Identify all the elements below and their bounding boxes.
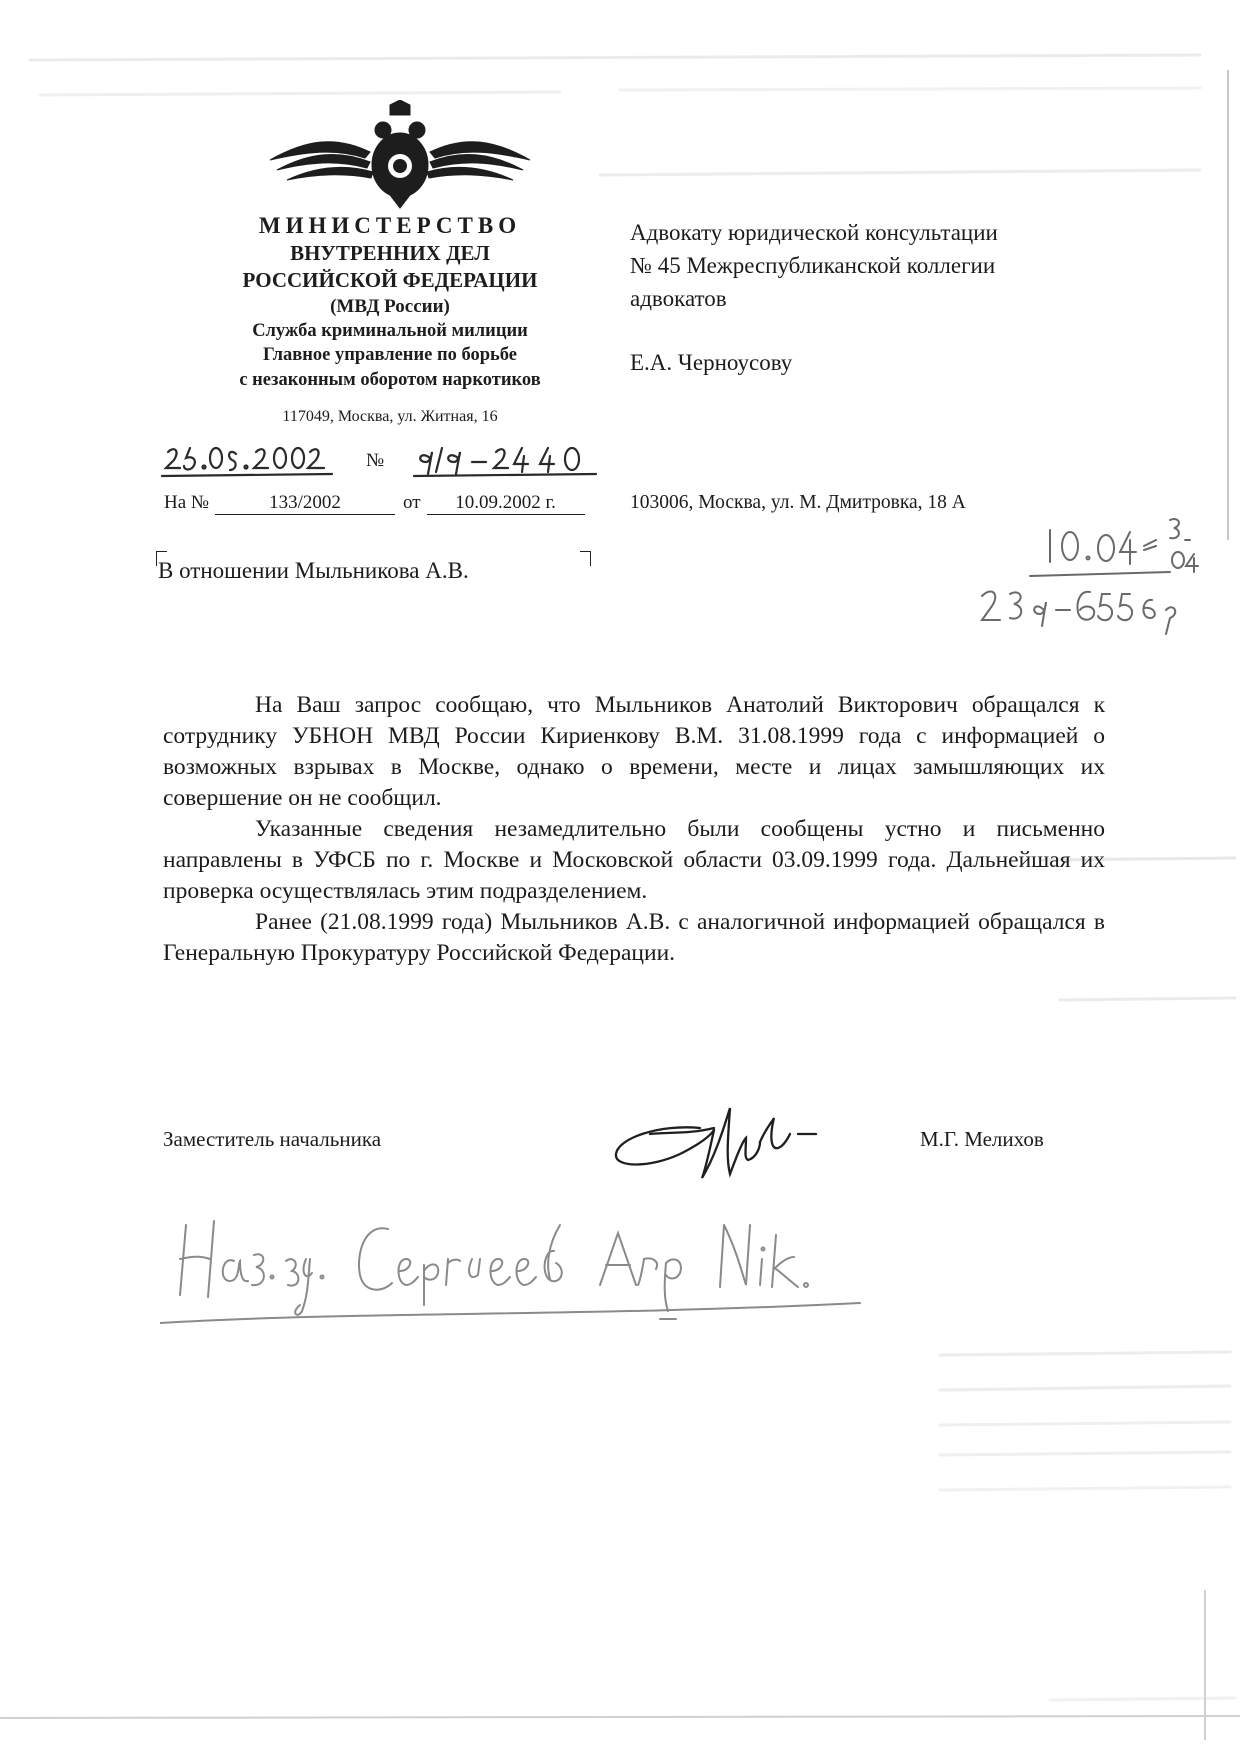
reference-date: 10.09.2002 г.	[427, 492, 585, 515]
handwritten-registration-note	[970, 510, 1210, 680]
signatory-name: М.Г. Мелихов	[920, 1127, 1044, 1151]
body-paragraph-1: На Ваш запрос сообщаю, что Мыльников Анатолий Викторович обращался к сотруднику УБНОН МВД России Кириенкову В.М. 31.08.1999 года с информацией о возможных взрывах в Москве, однако о времени, месте и лицах замышляющих их совершение он не сообщил.	[163, 692, 1105, 811]
recipient-line1: Адвокату юридической консультации	[630, 220, 998, 245]
ministry-country: РОССИЙСКОЙ ФЕДЕРАЦИИ	[242, 268, 538, 292]
recipient-name: Е.А. Черноусову	[630, 350, 793, 375]
subject-corner-right	[580, 551, 591, 566]
department-name-line2: с незаконным оборотом наркотиков	[239, 370, 541, 390]
recipient-line3: адвокатов	[630, 286, 727, 311]
ministry-abbreviation: (МВД России)	[330, 296, 450, 317]
reference-from-label: от	[403, 492, 421, 513]
handwritten-outgoing-number	[410, 440, 600, 482]
subject-line: В отношении Мыльникова А.В.	[158, 558, 469, 583]
service-name: Служба криминальной милиции	[252, 321, 528, 341]
handwritten-pencil-note	[160, 1215, 920, 1335]
recipient-address: 103006, Москва, ул. М. Дмитровка, 18 А	[630, 492, 966, 513]
body-paragraph-2: Указанные сведения незамедлительно были сообщены устно и письменно направлены в УФСБ по г. Москве и Московской области 03.09.1999 года. Дальнейшая их проверка осуществлялась этим подразделением.	[163, 816, 1105, 904]
ministry-title: МИНИСТЕРСТВО	[258, 213, 522, 238]
ministry-subtitle: ВНУТРЕННИХ ДЕЛ	[290, 241, 490, 265]
handwritten-outgoing-date	[160, 440, 335, 482]
double-headed-eagle-emblem-icon	[265, 100, 535, 210]
reference-label: На №	[164, 492, 210, 513]
signatory-title: Заместитель начальника	[163, 1127, 382, 1151]
letter-body	[163, 690, 1105, 969]
body-paragraph-3: Ранее (21.08.1999 года) Мыльников А.В. с аналогичной информацией обращался в Генеральную Прокуратуру Российской Федерации.	[163, 909, 1105, 966]
number-sign: №	[366, 450, 385, 471]
sender-address: 117049, Москва, ул. Житная, 16	[282, 408, 498, 425]
reference-number: 133/2002	[215, 492, 395, 515]
department-name-line1: Главное управление по борьбе	[262, 345, 518, 365]
handwritten-signature	[610, 1098, 840, 1188]
reference-row	[164, 492, 585, 515]
recipient-line2: № 45 Межреспубликанской коллегии	[630, 253, 996, 278]
